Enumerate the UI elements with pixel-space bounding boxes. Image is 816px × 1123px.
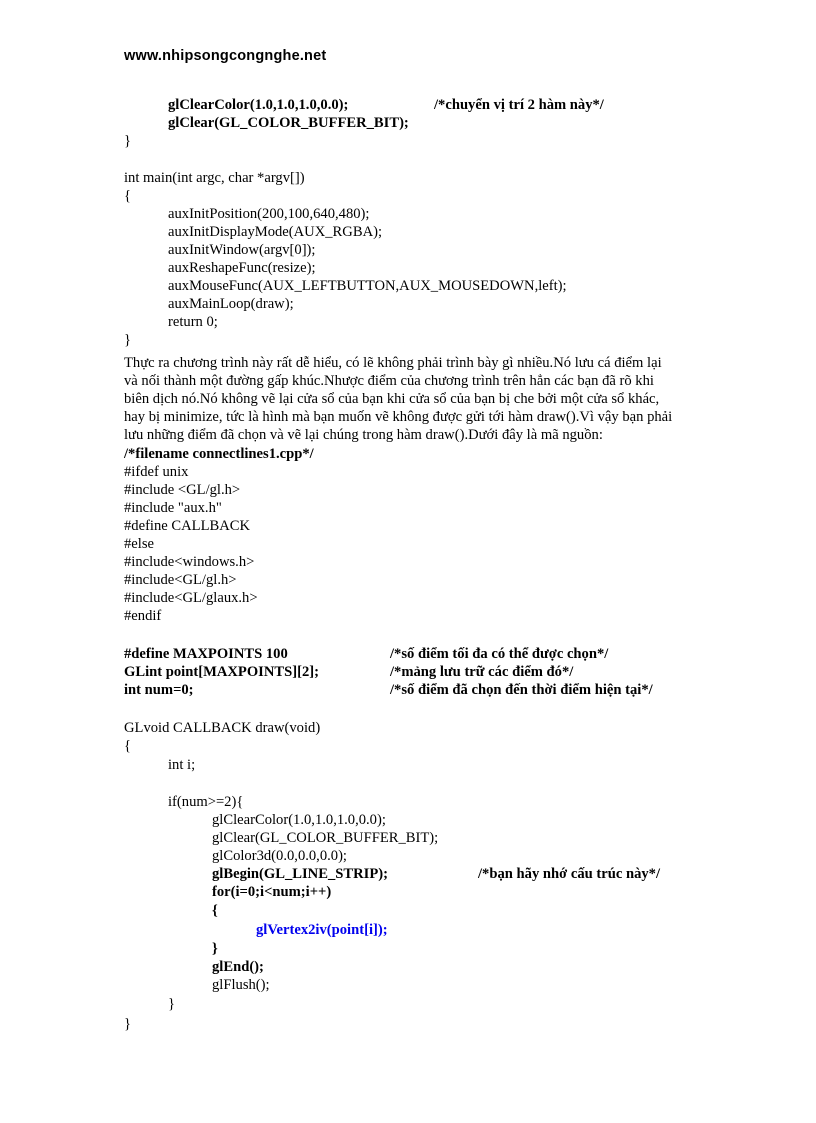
preprocessor-line: #include <GL/gl.h>	[124, 482, 241, 498]
draw-for-close: }	[212, 941, 218, 957]
draw-vertex: glVertex2iv(point[i]);	[256, 922, 388, 938]
draw-brace-close: }	[124, 1016, 132, 1032]
paragraph-line: biên dịch nó.Nó không vẽ lại cửa sổ của bạn khi cửa sổ của bạn bị che bởi một cửa sổ khác,	[124, 391, 660, 408]
filename-comment: /*filename connectlines1.cpp*/	[124, 446, 314, 462]
draw-clear-color: glClearColor(1.0,1.0,1.0,0.0);	[212, 812, 386, 828]
main-line: return 0;	[168, 314, 218, 330]
draw-int-i: int i;	[168, 757, 196, 773]
code-comment-move: /*chuyển vị trí 2 hàm này*/	[434, 97, 604, 113]
preprocessor-line: #define CALLBACK	[124, 518, 251, 534]
declaration-comment: /*số điểm tối đa có thể được chọn*/	[390, 646, 609, 662]
preprocessor-line: #endif	[124, 608, 162, 624]
main-line: auxInitWindow(argv[0]);	[168, 242, 316, 258]
code-line-clear: glClear(GL_COLOR_BUFFER_BIT);	[168, 115, 409, 131]
draw-begin: glBegin(GL_LINE_STRIP);	[212, 866, 388, 882]
main-line: auxInitDisplayMode(AUX_RGBA);	[168, 224, 383, 240]
main-line: auxMouseFunc(AUX_LEFTBUTTON,AUX_MOUSEDOWN,left);	[168, 278, 567, 294]
declaration-code: int num=0;	[124, 682, 194, 698]
preprocessor-line: #ifdef unix	[124, 464, 189, 480]
main-signature: int main(int argc, char *argv[])	[124, 170, 305, 186]
main-line: auxMainLoop(draw);	[168, 296, 294, 312]
declaration-comment: /*số điểm đã chọn đến thời điểm hiện tại*/	[390, 682, 653, 698]
draw-if-close: }	[168, 996, 176, 1012]
main-line: auxReshapeFunc(resize);	[168, 260, 316, 276]
paragraph-line: hay bị minimize, tức là hình mà bạn muốn vẽ không được gửi tới hàm draw().Vì vậy bạn phải	[124, 409, 673, 426]
declaration-comment: /*mảng lưu trữ các điểm đó*/	[390, 664, 574, 680]
preprocessor-line: #include<GL/gl.h>	[124, 572, 237, 588]
preprocessor-line: #include<GL/glaux.h>	[124, 590, 258, 606]
draw-clear: glClear(GL_COLOR_BUFFER_BIT);	[212, 830, 439, 846]
draw-flush: glFlush();	[212, 977, 270, 993]
declaration-code: GLint point[MAXPOINTS][2];	[124, 664, 319, 680]
explanation-paragraph	[124, 354, 704, 444]
draw-for-line: for(i=0;i<num;i++)	[212, 884, 332, 900]
code-brace-close: }	[124, 133, 132, 149]
paragraph-line: Thực ra chương trình này rất dễ hiểu, có lẽ không phải trình bày gì nhiều.Nó lưu cá điểm lại	[124, 355, 662, 371]
site-header: www.nhipsongcongnghe.net	[124, 48, 327, 64]
draw-if-line: if(num>=2){	[168, 794, 244, 810]
main-brace-close: }	[124, 332, 132, 348]
paragraph-line: và nối thành một đường gấp khúc.Nhược điểm của chương trình trên hẳn các bạn đã rõ khi	[124, 373, 654, 390]
main-line: auxInitPosition(200,100,640,480);	[168, 206, 370, 222]
draw-signature: GLvoid CALLBACK draw(void)	[124, 720, 321, 736]
declaration-code: #define MAXPOINTS 100	[124, 646, 288, 662]
main-brace-open: {	[124, 188, 132, 204]
preprocessor-line: #else	[124, 536, 154, 552]
paragraph-line: lưu những điểm đã chọn và vẽ lại chúng trong hàm draw().Dưới đây là mã nguồn:	[124, 427, 603, 444]
draw-for-open: {	[212, 903, 218, 919]
draw-color3d: glColor3d(0.0,0.0,0.0);	[212, 848, 347, 864]
draw-begin-comment: /*bạn hãy nhớ cấu trúc này*/	[478, 866, 661, 882]
preprocessor-line: #include "aux.h"	[124, 500, 222, 516]
draw-brace-open: {	[124, 738, 132, 754]
code-line-clear-color: glClearColor(1.0,1.0,1.0,0.0);	[168, 97, 349, 113]
draw-end: glEnd();	[212, 959, 264, 975]
preprocessor-line: #include<windows.h>	[124, 554, 255, 570]
